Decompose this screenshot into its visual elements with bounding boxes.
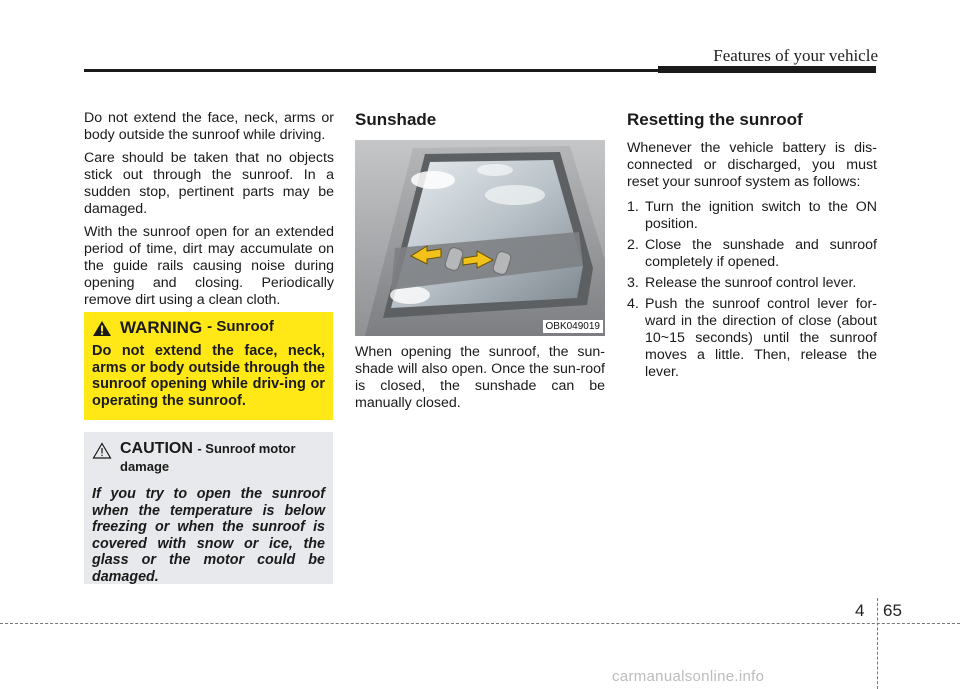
caution-heading xyxy=(92,440,325,476)
list-item xyxy=(627,237,877,271)
paragraph: Care should be taken that no objects stick out through the sunroof. In a sudden stop, pertinent parts may be damaged. xyxy=(84,150,334,217)
caution-triangle-icon xyxy=(92,442,112,459)
image-code: OBK049019 xyxy=(543,320,604,333)
caution-body: If you try to open the sunroof when the temperature is below freezing or when the sunroof is covered with snow or ice, the glass or the motor could be damaged. xyxy=(92,486,325,585)
warning-body: Do not extend the face, neck, arms or body outside through the sunroof opening while driv-ing or operating the sunroof. xyxy=(92,343,325,409)
step-text: Turn the ignition switch to the ON position. xyxy=(645,199,877,232)
chapter-number: 4 xyxy=(855,601,865,620)
step-number: 1. xyxy=(627,199,639,215)
warning-triangle-icon xyxy=(92,320,112,337)
header-rule-accent xyxy=(658,66,876,73)
step-text: Close the sunshade and sunroof completely if opened. xyxy=(645,237,877,270)
paragraph: With the sunroof open for an extended period of time, dirt may accumulate on the guide rails causing noise during opening and closing. Periodically remove dirt using a clean cloth. xyxy=(84,224,334,308)
step-number: 4. xyxy=(627,296,639,312)
step-number: 2. xyxy=(627,237,639,253)
left-column xyxy=(84,110,334,315)
caution-title: CAUTION xyxy=(120,440,193,457)
sunshade-body: When opening the sunroof, the sun-shade will also open. Once the sun-roof is closed, the sunshade can be manually closed. xyxy=(355,344,605,411)
section-title-sunshade: Sunshade xyxy=(355,110,437,129)
sunroof-illustration xyxy=(355,140,605,336)
page-number: 65 xyxy=(883,601,902,620)
footer-vertical-divider xyxy=(877,598,878,689)
step-text: Release the sunroof control lever. xyxy=(645,275,857,291)
header-title: Features of your vehicle xyxy=(713,46,878,65)
warning-box xyxy=(84,312,333,420)
step-text: Push the sunroof control lever for-ward in the direction of close (about 10~15 seconds) until the sunroof moves a little. Then, release the lever. xyxy=(645,296,877,380)
reset-steps xyxy=(627,199,877,381)
step-number: 3. xyxy=(627,275,639,291)
right-column xyxy=(627,110,877,385)
paragraph: Do not extend the face, neck, arms or body outside the sunroof while driving. xyxy=(84,110,334,143)
watermark[interactable]: carmanualsonline.info xyxy=(612,668,765,685)
warning-title: WARNING xyxy=(120,318,203,337)
list-item xyxy=(627,275,877,292)
list-item xyxy=(627,296,877,381)
reset-intro: Whenever the vehicle battery is dis-connected or discharged, you must reset your sunroof system as follows: xyxy=(627,140,877,190)
warning-heading xyxy=(92,318,325,338)
middle-column xyxy=(355,110,605,418)
caution-box xyxy=(84,432,333,584)
footer-divider xyxy=(0,623,960,624)
section-title-reset: Resetting the sunroof xyxy=(627,110,803,129)
list-item xyxy=(627,199,877,233)
sunroof-photo xyxy=(355,140,605,336)
caution-subtitle: - Sunroof motor damage xyxy=(120,441,296,474)
warning-subtitle: - Sunroof xyxy=(207,318,274,335)
